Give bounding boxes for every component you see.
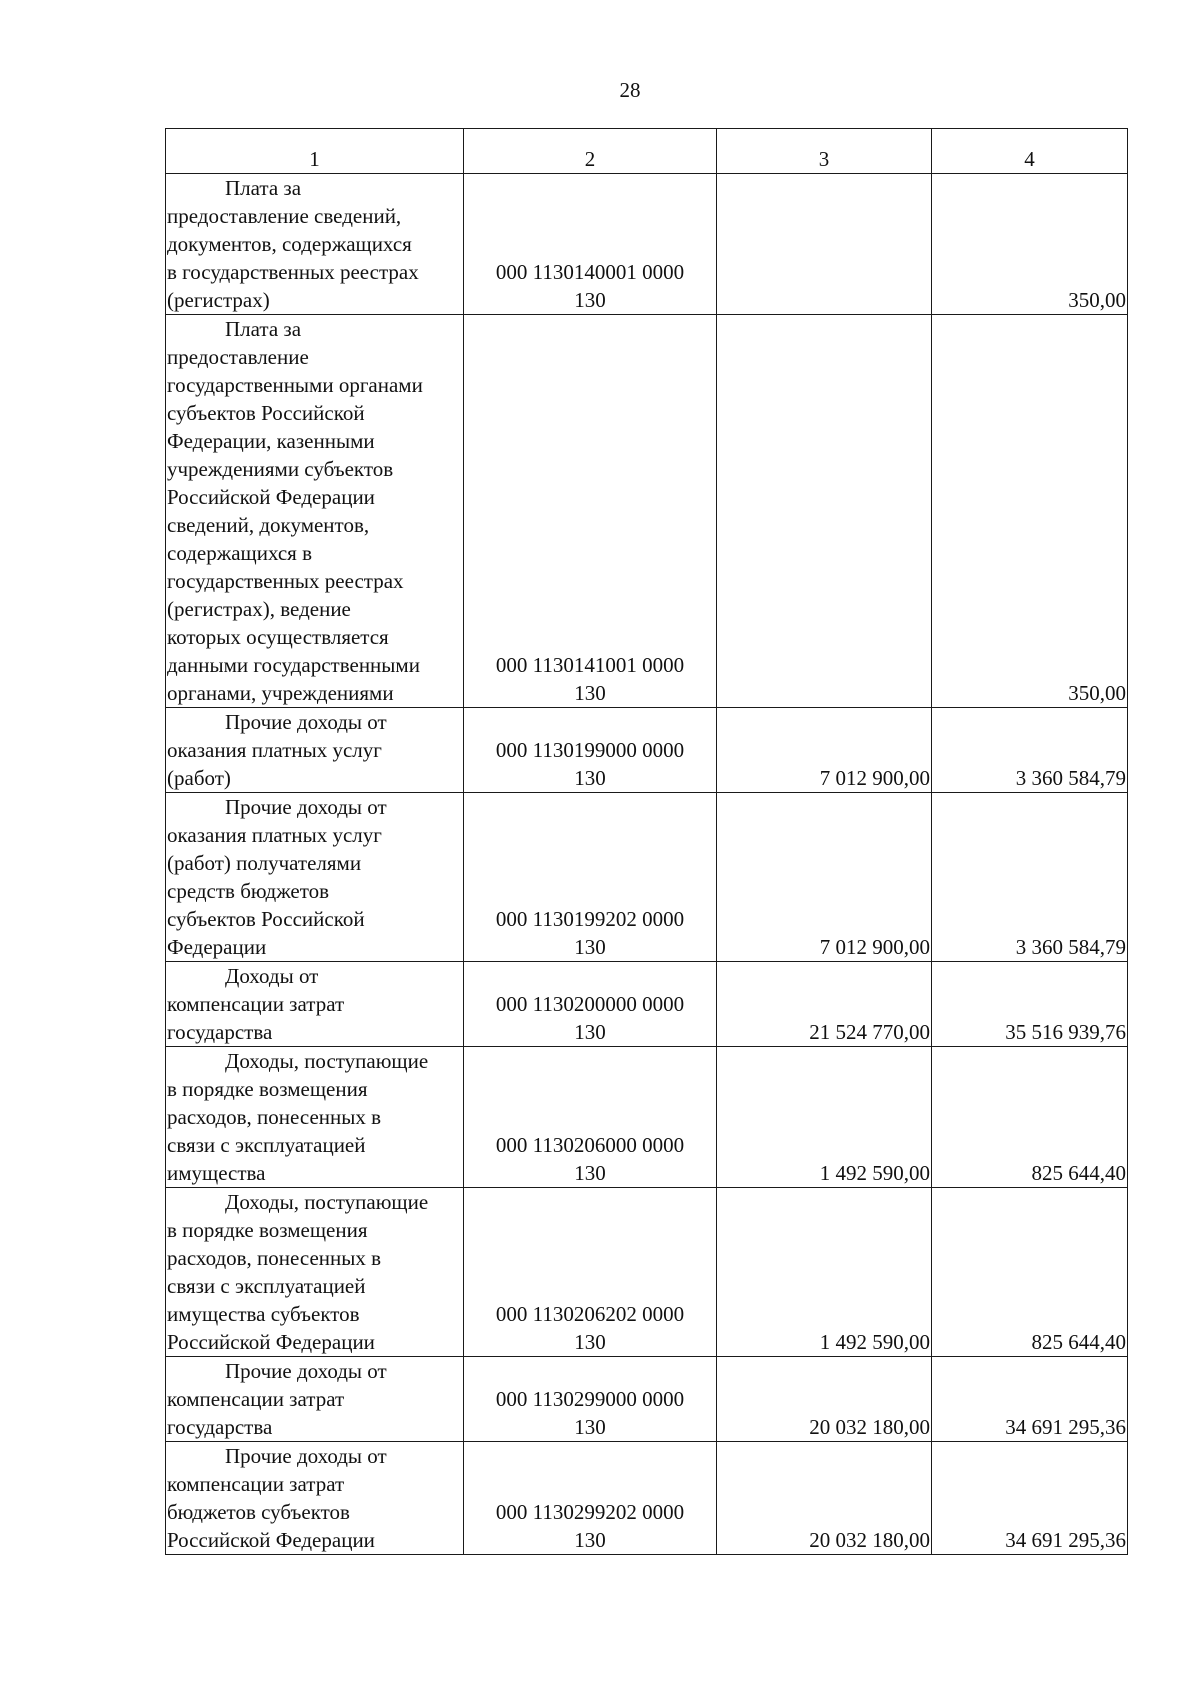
table-row (166, 708, 1128, 793)
revenue-name-line: Доходы, поступающие (225, 1190, 429, 1214)
revenue-name-line: имущества субъектов (167, 1302, 360, 1326)
table-row (166, 1357, 1128, 1442)
revenue-name-line: связи с эксплуатацией (167, 1133, 366, 1157)
budget-code-line: 130 (574, 766, 606, 790)
revenue-name-line: имущества (167, 1161, 266, 1185)
budget-code-line: 000 1130199000 0000 (495, 738, 685, 762)
revenue-name-cell (166, 1047, 464, 1188)
budget-code-line: 130 (574, 1415, 606, 1439)
revenue-name-line: органами, учреждениями (167, 681, 394, 705)
budget-code-line: 130 (574, 1020, 606, 1044)
budget-code-line: 130 (574, 1330, 606, 1354)
revenue-name-cell (166, 1357, 464, 1442)
budget-code-line: 000 1130140001 0000 (495, 260, 685, 284)
revenue-name-line: (регистрах) (167, 288, 270, 312)
revenue-name-line: Плата за (225, 317, 302, 341)
revenue-name-line: Прочие доходы от (225, 1444, 387, 1468)
budget-code-line: 000 1130200000 0000 (495, 992, 685, 1016)
column-header-4: 4 (932, 129, 1128, 174)
revenue-name-cell (166, 1442, 464, 1555)
budget-code-line: 000 1130299202 0000 (495, 1500, 685, 1524)
table-row (166, 1188, 1128, 1357)
revenue-name-cell (166, 1188, 464, 1357)
amount-col4-cell: 825 644,40 (932, 1047, 1128, 1188)
revenue-name-line: которых осуществляется (167, 625, 389, 649)
table-row (166, 793, 1128, 962)
amount-col3-cell: 1 492 590,00 (717, 1047, 932, 1188)
revenue-name-line: Доходы от (225, 964, 319, 988)
amount-col3-cell: 21 524 770,00 (717, 962, 932, 1047)
revenue-name-line: в порядке возмещения (167, 1077, 368, 1101)
revenue-name-line: государственными органами (167, 373, 423, 397)
revenue-name-line: государственных реестрах (167, 569, 404, 593)
revenue-name-line: в государственных реестрах (167, 260, 419, 284)
revenue-name-line: Прочие доходы от (225, 795, 387, 819)
amount-col4-cell: 350,00 (932, 315, 1128, 708)
revenue-name-line: Российской Федерации (167, 1528, 375, 1552)
budget-code-line: 000 1130206202 0000 (495, 1302, 685, 1326)
page-number: 28 (619, 78, 641, 102)
revenue-name-line: государства (167, 1415, 273, 1439)
budget-code-line: 130 (574, 935, 606, 959)
revenue-name-line: субъектов Российской (167, 907, 365, 931)
budget-code-cell (464, 1357, 717, 1442)
amount-col3-cell (717, 315, 932, 708)
revenue-name-line: учреждениями субъектов (167, 457, 394, 481)
amount-col4-cell: 350,00 (932, 174, 1128, 315)
amount-col3-cell: 7 012 900,00 (717, 793, 932, 962)
budget-code-line: 130 (574, 288, 606, 312)
revenue-name-line: в порядке возмещения (167, 1218, 368, 1242)
revenue-name-line: предоставление (167, 345, 309, 369)
revenue-name-cell (166, 174, 464, 315)
budget-code-cell (464, 708, 717, 793)
amount-col4-cell: 3 360 584,79 (932, 708, 1128, 793)
amount-col4-cell: 35 516 939,76 (932, 962, 1128, 1047)
budget-code-line: 000 1130141001 0000 (495, 653, 685, 677)
budget-code-line: 000 1130299000 0000 (495, 1387, 685, 1411)
column-header-3: 3 (717, 129, 932, 174)
revenue-name-line: средств бюджетов (167, 879, 330, 903)
budget-code-line: 130 (574, 1528, 606, 1552)
budget-code-line: 130 (574, 681, 606, 705)
revenue-name-line: документов, содержащихся (167, 232, 412, 256)
table-header-row (166, 129, 1128, 174)
revenue-name-line: сведений, документов, (167, 513, 370, 537)
revenue-name-cell (166, 708, 464, 793)
revenue-name-line: субъектов Российской (167, 401, 365, 425)
budget-code-line: 000 1130206000 0000 (495, 1133, 685, 1157)
revenue-name-line: Доходы, поступающие (225, 1049, 429, 1073)
revenue-name-line: Плата за (225, 176, 302, 200)
revenue-name-line: (работ) (167, 766, 231, 790)
revenue-name-line: компенсации затрат (167, 1387, 345, 1411)
revenue-name-line: Прочие доходы от (225, 710, 387, 734)
budget-code-cell (464, 1047, 717, 1188)
revenue-name-line: оказания платных услуг (167, 738, 382, 762)
revenue-name-cell (166, 962, 464, 1047)
amount-col3-cell (717, 174, 932, 315)
amount-col3-cell: 7 012 900,00 (717, 708, 932, 793)
budget-code-cell (464, 174, 717, 315)
revenue-name-line: Прочие доходы от (225, 1359, 387, 1383)
amount-col4-cell: 34 691 295,36 (932, 1357, 1128, 1442)
amount-col4-cell: 825 644,40 (932, 1188, 1128, 1357)
column-header-1: 1 (166, 129, 464, 174)
revenue-name-line: (регистрах), ведение (167, 597, 351, 621)
budget-code-cell (464, 1188, 717, 1357)
table-row (166, 1047, 1128, 1188)
revenue-name-line: компенсации затрат (167, 1472, 345, 1496)
revenue-name-line: данными государственными (167, 653, 420, 677)
revenue-name-line: Федерации (167, 935, 267, 959)
revenue-table (165, 128, 1128, 1555)
revenue-name-line: связи с эксплуатацией (167, 1274, 366, 1298)
table-row (166, 315, 1128, 708)
revenue-name-line: компенсации затрат (167, 992, 345, 1016)
table-row (166, 1442, 1128, 1555)
budget-code-line: 130 (574, 1161, 606, 1185)
revenue-name-cell (166, 793, 464, 962)
amount-col3-cell: 20 032 180,00 (717, 1357, 932, 1442)
budget-code-cell (464, 315, 717, 708)
revenue-name-line: расходов, понесенных в (167, 1105, 382, 1129)
budget-code-line: 000 1130199202 0000 (495, 907, 685, 931)
revenue-name-line: содержащихся в (167, 541, 313, 565)
budget-code-cell (464, 1442, 717, 1555)
amount-col4-cell: 3 360 584,79 (932, 793, 1128, 962)
amount-col3-cell: 20 032 180,00 (717, 1442, 932, 1555)
revenue-name-line: Российской Федерации (167, 1330, 375, 1354)
revenue-name-line: Российской Федерации (167, 485, 375, 509)
amount-col4-cell: 34 691 295,36 (932, 1442, 1128, 1555)
revenue-name-line: оказания платных услуг (167, 823, 382, 847)
revenue-name-line: предоставление сведений, (167, 204, 402, 228)
revenue-name-cell (166, 315, 464, 708)
table-body (166, 174, 1128, 1555)
revenue-name-line: бюджетов субъектов (167, 1500, 350, 1524)
budget-code-cell (464, 962, 717, 1047)
table-row (166, 962, 1128, 1047)
table-row (166, 174, 1128, 315)
revenue-name-line: Федерации, казенными (167, 429, 375, 453)
column-header-2: 2 (464, 129, 717, 174)
revenue-name-line: (работ) получателями (167, 851, 362, 875)
budget-code-cell (464, 793, 717, 962)
revenue-name-line: расходов, понесенных в (167, 1246, 382, 1270)
revenue-name-line: государства (167, 1020, 273, 1044)
amount-col3-cell: 1 492 590,00 (717, 1188, 932, 1357)
